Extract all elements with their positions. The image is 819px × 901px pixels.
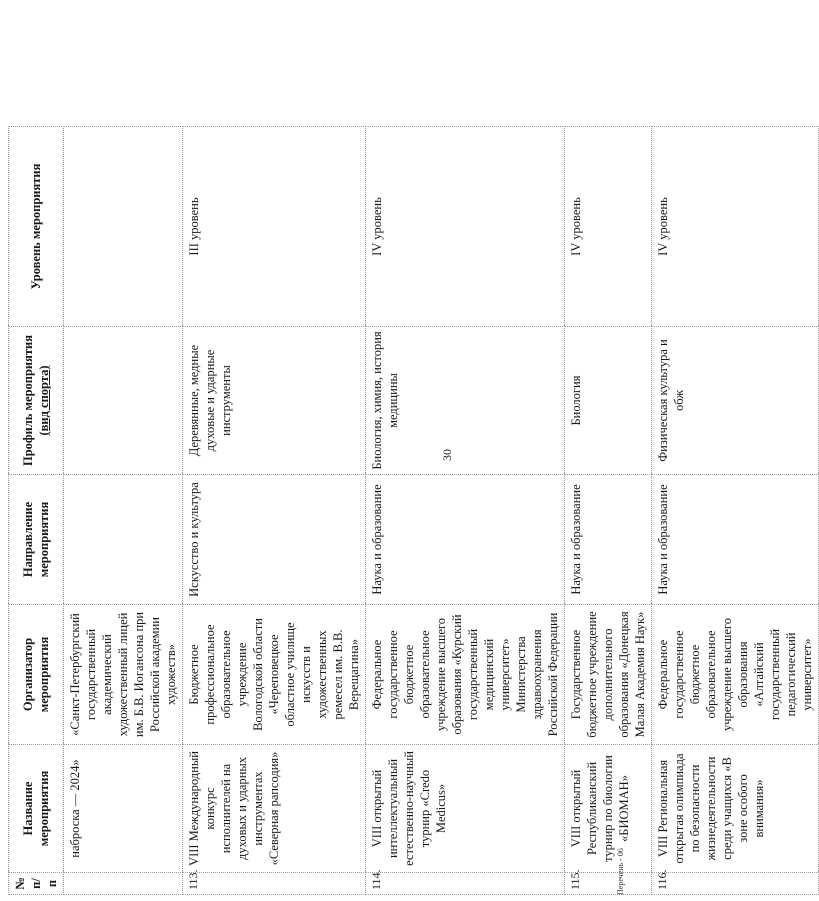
row-num bbox=[64, 873, 183, 895]
row-num: 115. bbox=[565, 873, 652, 895]
header-profile bbox=[9, 327, 64, 475]
row-organizer: Бюджетное профессиональное образовательное учреждение Вологодской области «Череповецкое областное училище искусств и художественных ремесел им. В.В. Верещагина» bbox=[183, 605, 366, 745]
row-direction: Наука и образование bbox=[565, 475, 652, 605]
row-name: VIII Международный конкурс исполнителей на духовых и ударных инструментах «Северная рапсодия» bbox=[183, 745, 366, 873]
table-row bbox=[652, 7, 819, 895]
page-footer: Перечень - 06 bbox=[616, 848, 625, 895]
header-profile-sub: (вид спорта) bbox=[37, 365, 51, 436]
row-name: наброска — 2024» bbox=[64, 745, 183, 873]
header-row bbox=[9, 7, 64, 895]
row-level bbox=[64, 127, 183, 327]
row-name: VIII Региональная открытая олимпиада по безопасности жизнедеятельности среди учащихся «В зоне особого внимания» bbox=[652, 745, 819, 873]
row-num: 114. bbox=[366, 873, 565, 895]
page-number: 30 bbox=[440, 449, 454, 461]
row-level: IV уровень bbox=[652, 127, 819, 327]
row-level: IV уровень bbox=[366, 127, 565, 327]
row-profile: Деревянные, медные духовые и ударные инструменты bbox=[183, 327, 366, 475]
header-name: Название мероприятия bbox=[9, 745, 64, 873]
row-organizer: Федеральное государственное бюджетное образовательное учреждение высшего образования «Алтайский государственный педагогический университет» bbox=[652, 605, 819, 745]
header-direction: Направление мероприятия bbox=[9, 475, 64, 605]
row-level: III уровень bbox=[183, 127, 366, 327]
table-row bbox=[565, 7, 652, 895]
row-profile bbox=[64, 327, 183, 475]
row-profile: Биология bbox=[565, 327, 652, 475]
table-row bbox=[183, 7, 366, 895]
row-organizer: «Санкт-Петербургский государственный академический художественный лицей им. Б.В. Иогансона при Российской академии художеств» bbox=[64, 605, 183, 745]
table-row bbox=[366, 7, 565, 895]
row-level: IV уровень bbox=[565, 127, 652, 327]
row-num: 113. bbox=[183, 873, 366, 895]
row-name: VIII открытый Республиканский турнир по биологии «БИОМАН» bbox=[565, 745, 652, 873]
row-direction: Искусство и культура bbox=[183, 475, 366, 605]
events-table bbox=[8, 6, 819, 895]
header-level: Уровень мероприятия bbox=[9, 127, 64, 327]
row-num: 116. bbox=[652, 873, 819, 895]
header-organizer: Организатор мероприятия bbox=[9, 605, 64, 745]
row-profile: Физическая культура и обж bbox=[652, 327, 819, 475]
row-direction bbox=[64, 475, 183, 605]
header-profile-title: Профиль мероприятия bbox=[21, 335, 35, 467]
row-organizer: Федеральное государственное бюджетное образовательное учреждение высшего образования «Курский государственный медицинский университет» Министерства здравоохранения Российской Федерации bbox=[366, 605, 565, 745]
table-row bbox=[64, 7, 183, 895]
row-direction: Наука и образование bbox=[652, 475, 819, 605]
header-num: № п/п bbox=[9, 873, 64, 895]
row-direction: Наука и образование bbox=[366, 475, 565, 605]
row-profile: Биология, химия, история медицины bbox=[366, 327, 565, 475]
row-organizer: Государственное бюджетное учреждение дополнительного образования «Донецкая Малая Академия Наук» bbox=[565, 605, 652, 745]
row-name: VIII открытый интеллектуальный естественно-научный турнир «Credo Medicus» bbox=[366, 745, 565, 873]
